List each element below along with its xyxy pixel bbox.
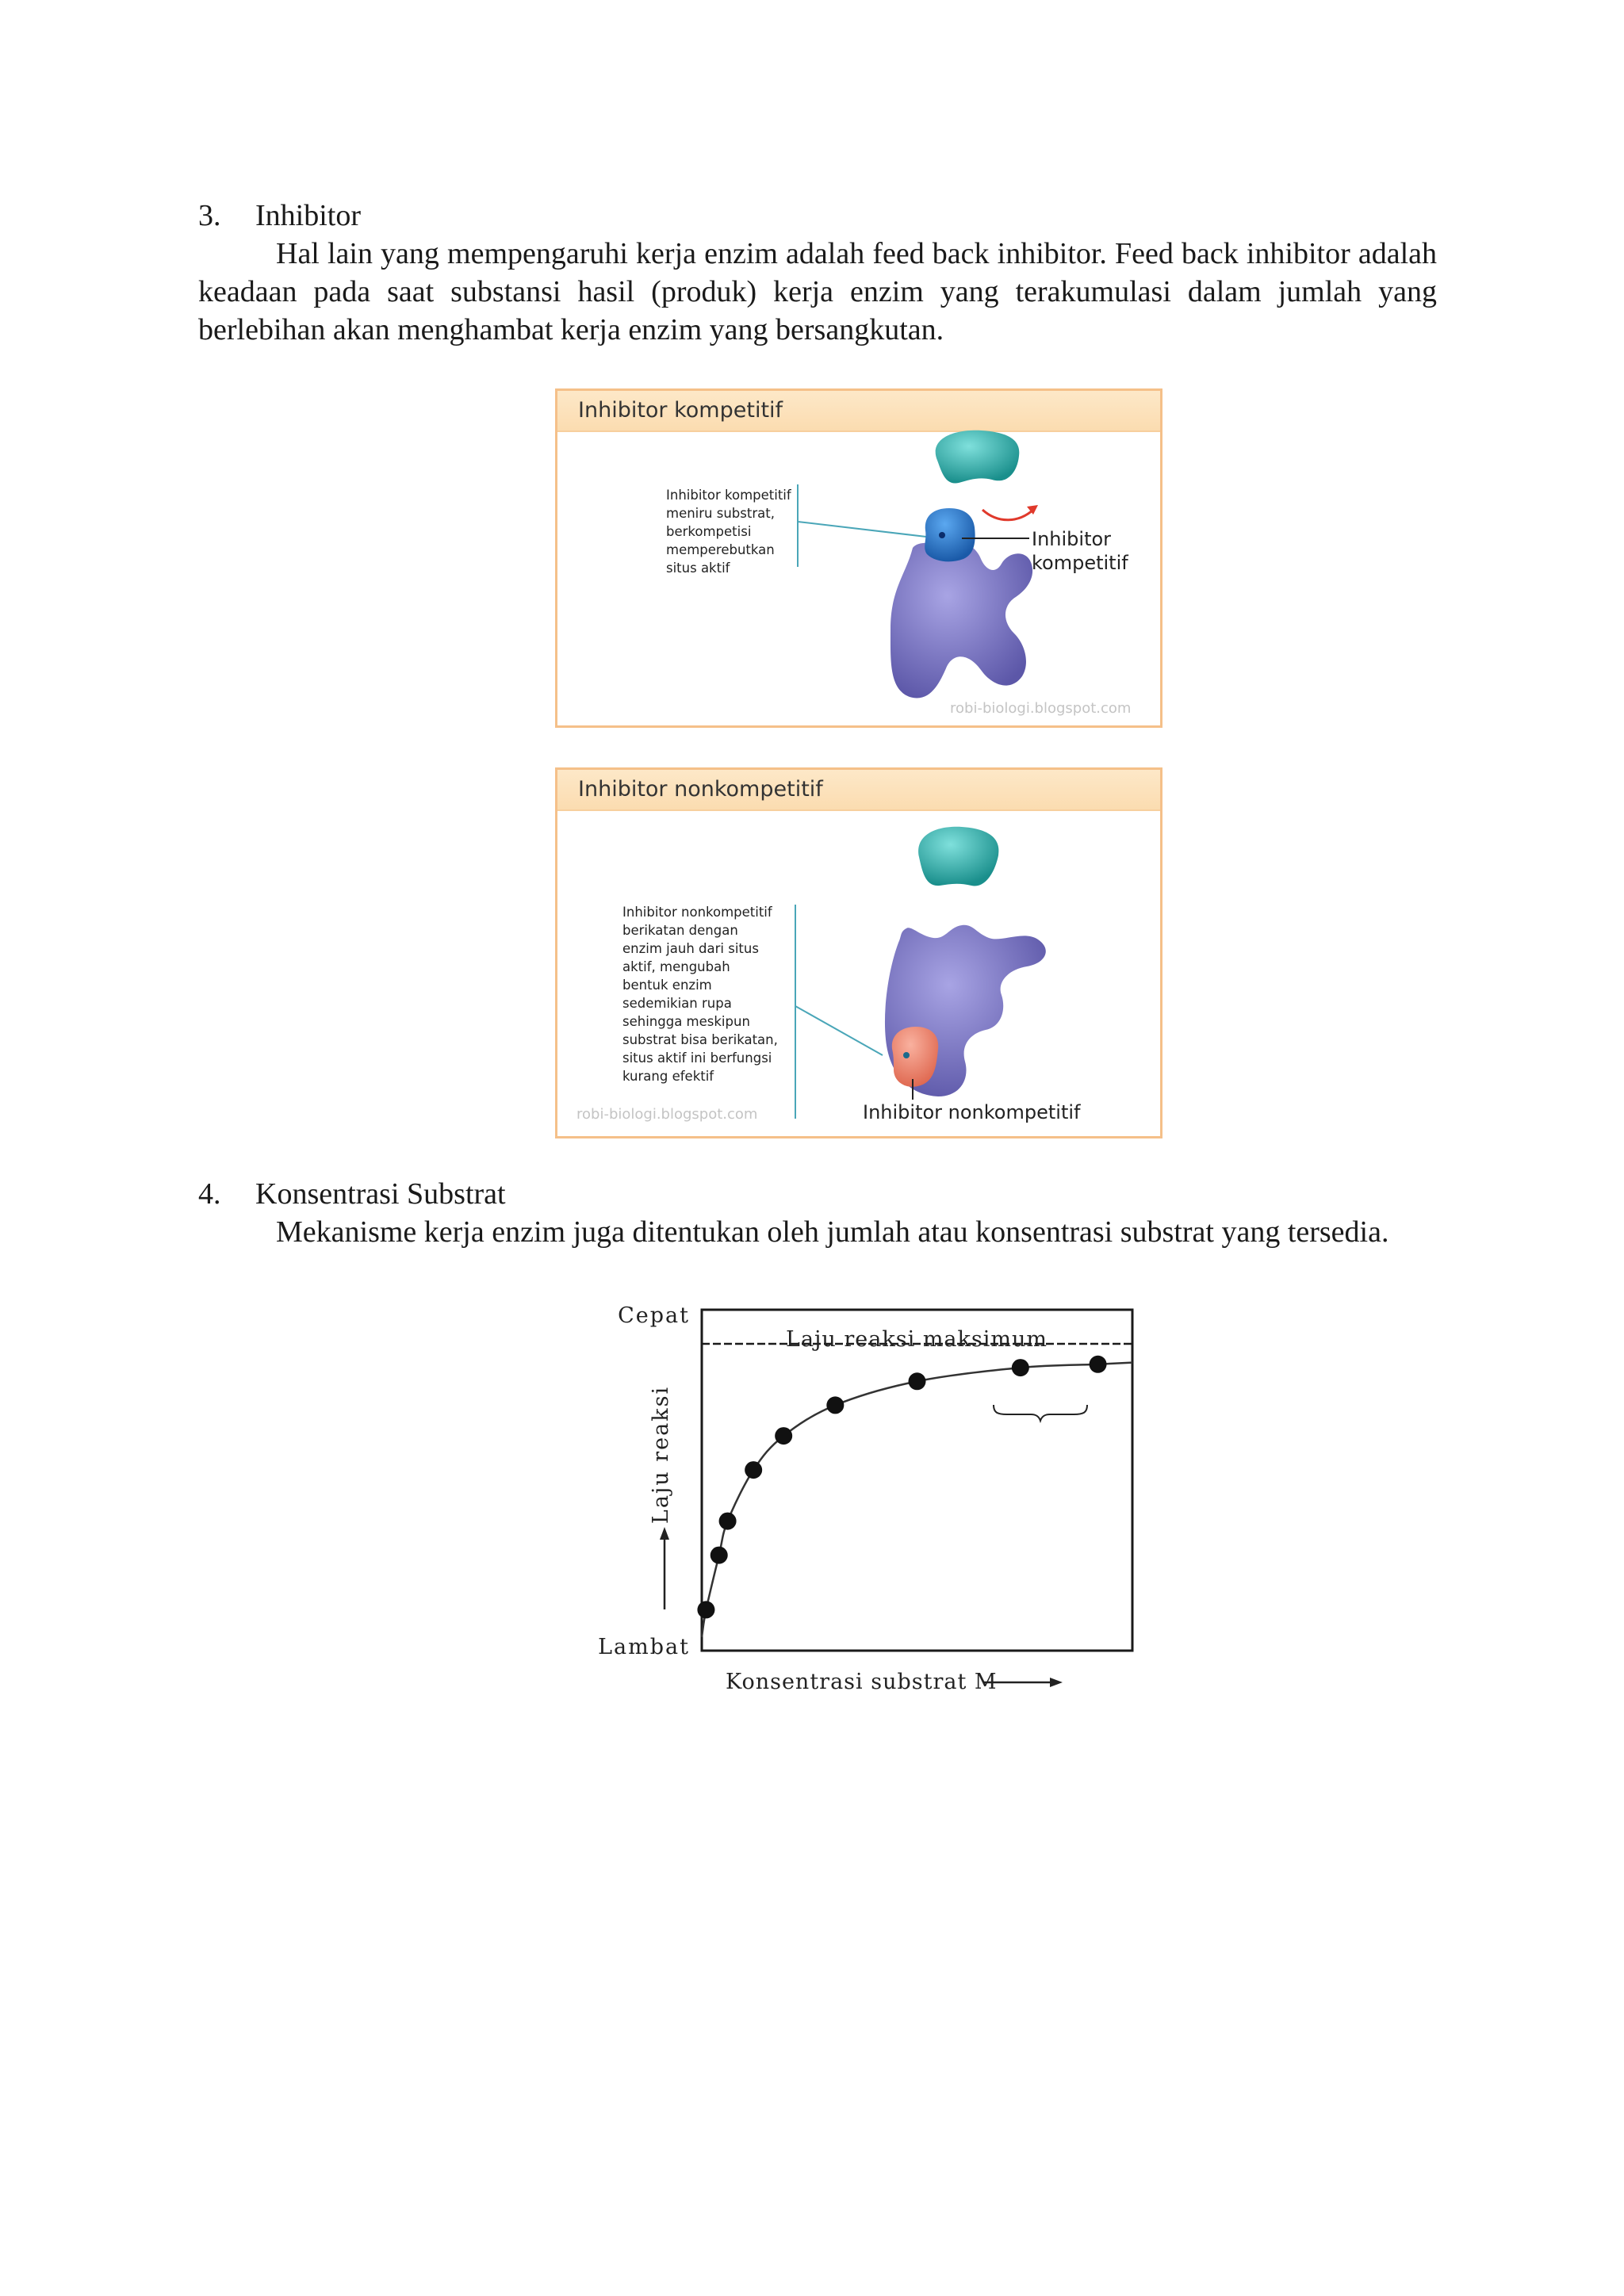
section-4-title: Konsentrasi Substrat [255,1177,506,1211]
caption-leader-line [795,1006,883,1055]
section-3-title: Inhibitor [255,199,361,232]
competitive-inhibitor-figure [555,388,1162,728]
section-4-paragraph: Mekanisme kerja enzim juga ditentukan oleh jumlah atau konsentrasi substrat yang tersedia. [276,1215,1389,1249]
substrate-shape [918,827,998,886]
data-point [710,1547,728,1564]
competitive-callout: Inhibitor kompetitif [1032,528,1128,574]
plateau-brace [994,1405,1087,1421]
data-point [745,1461,762,1479]
rate-curve [702,1363,1132,1637]
section-3-heading [198,197,361,235]
data-point [719,1513,737,1530]
active-site-dot [939,532,945,538]
x-axis-label: Konsentrasi substrat M [726,1670,998,1694]
data-points [697,1356,1106,1619]
reaction-rate-chart-svg [587,1284,1174,1697]
data-point [909,1372,926,1390]
release-arrow [982,510,1033,520]
data-point [826,1396,844,1414]
y-top-label: Cepat [618,1303,690,1328]
y-bottom-label: Lambat [598,1635,690,1659]
noncompetitive-caption: Inhibitor nonkompetitif berikatan dengan enzim jauh dari situs aktif, mengubah bentuk enzim sedemikian rupa sehingga meskipun substrat bisa berikatan, situs aktif ini berfungsi kurang efektif [622,905,778,1084]
noncompetitive-watermark: robi-biologi.blogspot.com [576,1106,758,1123]
section-4-heading [198,1175,506,1213]
section-3-paragraph: Hal lain yang mempengaruhi kerja enzim adalah feed back inhibitor. Feed back inhibitor adalah keadaan pada saat substansi hasil (produk) kerja enzim yang terakumulasi dalam jumlah yang berlebihan akan menghambat kerja enzim yang bersangkutan. [198,237,1437,346]
competitive-watermark: robi-biologi.blogspot.com [950,700,1132,717]
data-point [775,1427,792,1445]
reaction-rate-chart [587,1284,1174,1697]
x-axis-arrow-head [1050,1678,1063,1687]
y-axis-arrow-head [660,1527,669,1540]
substrate-shape [936,430,1020,484]
data-point [1012,1359,1029,1376]
caption-leader-line [798,522,926,537]
data-point [1090,1356,1107,1373]
competitive-figure-header: Inhibitor kompetitif [557,391,1160,432]
competitive-caption: Inhibitor kompetitif meniru substrat, berkompetisi memperebutkan situs aktif [666,488,791,576]
y-axis-label: Laju reaksi [649,1385,673,1525]
competitive-inhibitor-shape [925,508,975,561]
noncompetitive-callout: Inhibitor nonkompetitif [863,1101,1081,1123]
allosteric-site-dot [903,1052,910,1058]
plot-frame [702,1310,1132,1651]
section-3-number: 3. [198,199,221,232]
section-4-number: 4. [198,1177,221,1211]
noncompetitive-figure-header: Inhibitor nonkompetitif [557,770,1160,811]
max-rate-label: Laju reaksi maksimum [786,1327,1048,1352]
enzyme-shape [891,541,1032,698]
data-point [697,1601,714,1618]
noncompetitive-inhibitor-figure [555,767,1162,1138]
